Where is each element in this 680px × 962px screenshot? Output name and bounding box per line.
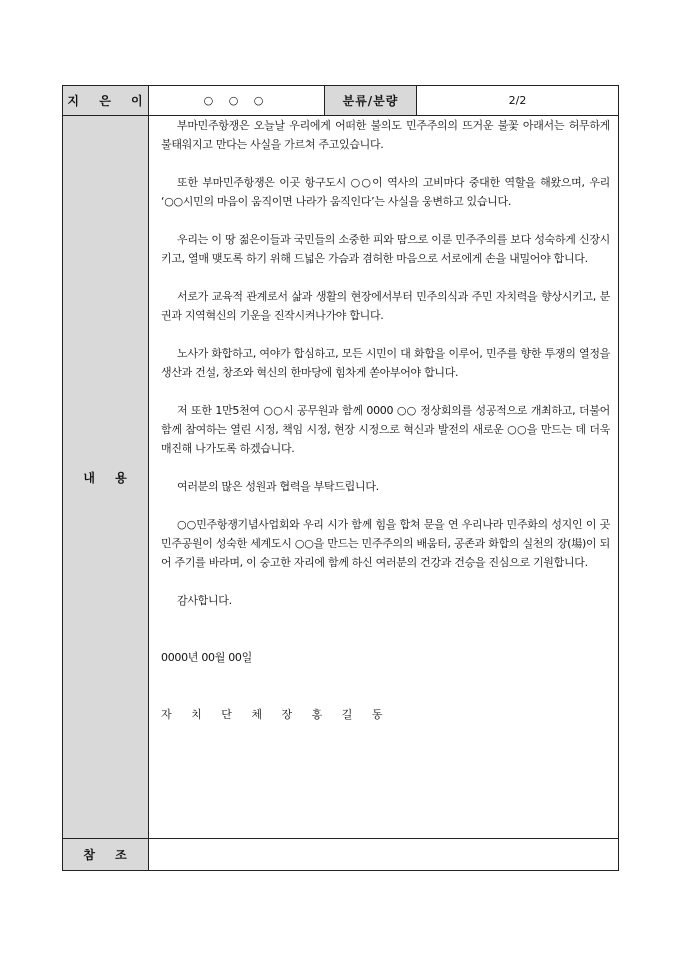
document-date: 0000년 00월 00일 bbox=[161, 651, 252, 664]
reference-row bbox=[63, 839, 619, 871]
paragraph-4: 서로가 교육적 관계로서 삶과 생활의 현장에서부터 민주의식과 주민 자치력을 향상시키고, 분권과 지역혁신의 기운을 진작시켜나가야 합니다. bbox=[161, 290, 610, 322]
paragraph-2: 또한 부마민주항쟁은 이곳 항구도시 ○○이 역사의 고비마다 중대한 역할을 해왔으며, 우리 ‘○○시민의 마음이 움직이면 나라가 움직인다’는 사실을 웅변하고 있습니다. bbox=[161, 176, 610, 208]
paragraph-9: 감사합니다. bbox=[177, 594, 232, 607]
document-table bbox=[62, 85, 619, 871]
paragraph-7: 여러분의 많은 성원과 협력을 부탁드립니다. bbox=[177, 480, 379, 493]
content-body bbox=[149, 116, 619, 839]
reference-label: 참 조 bbox=[63, 839, 149, 871]
header-row bbox=[63, 86, 619, 116]
content-row bbox=[63, 116, 619, 839]
paragraph-1: 부마민주항쟁은 오늘날 우리에게 어떠한 불의도 민주주의의 뜨거운 불꽃 아래서는 허무하게 불태워지고 만다는 사실을 가르쳐 주고있습니다. bbox=[161, 119, 610, 151]
category-label: 분류/분량 bbox=[325, 86, 417, 116]
paragraph-3: 우리는 이 땅 젊은이들과 국민들의 소중한 피와 땀으로 이룬 민주주의를 보다 성숙하게 신장시키고, 열매 맺도록 하기 위해 드넓은 가슴과 겸허한 마음으로 서로에게 손을 내밀어야 합니다. bbox=[161, 233, 610, 265]
category-value: 2/2 bbox=[417, 86, 619, 116]
author-value: ○ ○ ○ bbox=[149, 86, 325, 116]
author-label: 지 은 이 bbox=[63, 86, 149, 116]
paragraph-5: 노사가 화합하고, 여야가 합심하고, 모든 시민이 대 화합을 이루어, 민주를 향한 투쟁의 열정을 생산과 건설, 창조와 혁신의 한마당에 힘차게 쏟아부어야 합니다. bbox=[161, 347, 610, 379]
signature: 자 치 단 체 장 홍 길 동 bbox=[161, 708, 391, 721]
paragraph-8: ○○민주항쟁기념사업회와 우리 시가 함께 힘을 합쳐 문을 연 우리나라 민주화의 성지인 이 곳 민주공원이 성숙한 세계도시 ○○을 만드는 민주주의의 배움터, 공존과 화합의 실천의 장(場)이 되어 주기를 바라며, 이 숭고한 자리에 함께 하신 여러분의 건강과 건승을 진심으로 기원합니다. bbox=[161, 518, 610, 569]
reference-value bbox=[149, 839, 619, 871]
content-label: 내 용 bbox=[63, 116, 149, 839]
paragraph-6: 저 또한 1만5천여 ○○시 공무원과 함께 0000 ○○ 정상회의를 성공적으로 개최하고, 더불어 함께 참여하는 열린 시정, 책임 시정, 현장 시정으로 혁신과 발전의 새로운 ○○을 만드는 데 더욱 매진해 나가도록 하겠습니다. bbox=[161, 404, 610, 455]
